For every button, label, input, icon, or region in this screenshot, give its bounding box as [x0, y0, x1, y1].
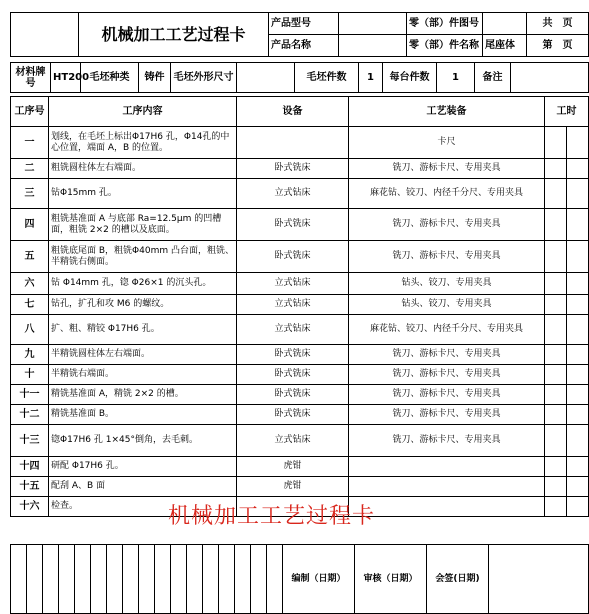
step-content: 粗铣圆柱体左右端面。: [49, 159, 237, 179]
sig-cell: [59, 545, 75, 614]
step-content: 精铣基准面 B。: [49, 405, 237, 425]
step-content: 精铣基准面 A，精铣 2×2 的槽。: [49, 385, 237, 405]
step-hours-b: [567, 477, 589, 497]
step-equipment: 卧式铣床: [237, 385, 349, 405]
step-hours-a: [545, 179, 567, 209]
step-hours-b: [567, 127, 589, 159]
step-tooling: 铣刀、游标卡尺、专用夹具: [349, 345, 545, 365]
step-hours-b: [567, 345, 589, 365]
step-content: 检查。: [49, 497, 237, 517]
table-row: [11, 241, 589, 273]
step-tooling: [349, 457, 545, 477]
sig-cell: [107, 545, 123, 614]
step-equipment: 立式钻床: [237, 295, 349, 315]
step-number: 六: [11, 273, 49, 295]
sig-cell: [187, 545, 203, 614]
red-watermark-title: 机械加工工艺过程卡: [168, 504, 376, 529]
step-tooling: 铣刀、游标卡尺、专用夹具: [349, 385, 545, 405]
step-content: 配刮 A、B 面: [49, 477, 237, 497]
header-table: [10, 12, 589, 57]
step-hours-b: [567, 497, 589, 517]
blank-size-value[interactable]: [237, 63, 295, 93]
remark-label: 备注: [475, 63, 511, 93]
part-no-label: 零（部）件图号: [407, 13, 483, 35]
table-row: [11, 209, 589, 241]
step-equipment: 卧式铣床: [237, 209, 349, 241]
step-number: 八: [11, 315, 49, 345]
step-number: 十一: [11, 385, 49, 405]
step-equipment: [237, 127, 349, 159]
step-tooling: 铣刀、游标卡尺、专用夹具: [349, 425, 545, 457]
card-title: 机械加工工艺过程卡: [79, 13, 269, 57]
step-hours-b: [567, 159, 589, 179]
step-tooling: [349, 477, 545, 497]
product-model-label: 产品型号: [269, 13, 339, 35]
per-piece-value: 1: [437, 63, 475, 93]
remark-value[interactable]: [511, 63, 589, 93]
col-header-equip: 设备: [237, 97, 349, 127]
table-row: [11, 345, 589, 365]
step-hours-a: [545, 159, 567, 179]
step-hours-a: [545, 273, 567, 295]
step-hours-b: [567, 405, 589, 425]
table-row: [11, 159, 589, 179]
step-hours-b: [567, 295, 589, 315]
step-tooling: 麻花钻、铰刀、内径千分尺、专用夹具: [349, 315, 545, 345]
step-number: 十三: [11, 425, 49, 457]
step-number: 十六: [11, 497, 49, 517]
step-equipment: 卧式铣床: [237, 365, 349, 385]
blank-type-value: 铸件: [139, 63, 171, 93]
step-hours-b: [567, 273, 589, 295]
material-value: HT200: [51, 63, 81, 93]
col-header-no: 工序号: [11, 97, 49, 127]
total-pages: 共 页: [527, 13, 589, 35]
part-name-value: 尾座体: [483, 35, 527, 57]
sig-cell: [27, 545, 43, 614]
step-number: 七: [11, 295, 49, 315]
step-hours-a: [545, 425, 567, 457]
material-label: 材料牌号: [11, 63, 51, 93]
step-content: 粗铣基准面 A 与底部 Ra=12.5μm 的凹槽面，粗铣 2×2 的槽以及底面。: [49, 209, 237, 241]
step-hours-a: [545, 477, 567, 497]
blank-type-label: 毛坯种类: [81, 63, 139, 93]
col-header-hours: 工时: [545, 97, 589, 127]
table-row: [11, 405, 589, 425]
sig-cell: [155, 545, 171, 614]
sig-cell: [91, 545, 107, 614]
step-tooling: 卡尺: [349, 127, 545, 159]
step-hours-b: [567, 457, 589, 477]
product-name-label: 产品名称: [269, 35, 339, 57]
table-row: [11, 127, 589, 159]
step-content: 粗铣底尾面 B，粗铣Φ40mm 凸台面，粗铣、半精铣右侧面。: [49, 241, 237, 273]
step-tooling: 铣刀、游标卡尺、专用夹具: [349, 241, 545, 273]
step-hours-a: [545, 345, 567, 365]
step-number: 九: [11, 345, 49, 365]
table-row: [11, 295, 589, 315]
sig-cell: [123, 545, 139, 614]
sig-cell: [75, 545, 91, 614]
step-number: 三: [11, 179, 49, 209]
step-hours-a: [545, 457, 567, 477]
sig-cell: [219, 545, 235, 614]
step-hours-a: [545, 127, 567, 159]
table-row: [11, 315, 589, 345]
page-number: 第 页: [527, 35, 589, 57]
sig-cell: [251, 545, 267, 614]
blank-count-label: 毛坯件数: [295, 63, 359, 93]
step-tooling: 钻头、铰刀、专用夹具: [349, 295, 545, 315]
step-number: 十: [11, 365, 49, 385]
step-equipment: 卧式铣床: [237, 159, 349, 179]
sig-cell: [203, 545, 219, 614]
step-hours-a: [545, 209, 567, 241]
step-content: 半精铣圆柱体左右端面。: [49, 345, 237, 365]
step-tooling: 铣刀、游标卡尺、专用夹具: [349, 209, 545, 241]
col-header-tooling: 工艺装备: [349, 97, 545, 127]
step-hours-b: [567, 385, 589, 405]
step-number: 十四: [11, 457, 49, 477]
step-hours-b: [567, 209, 589, 241]
part-name-label: 零（部）件名称: [407, 35, 483, 57]
step-tooling: 铣刀、游标卡尺、专用夹具: [349, 159, 545, 179]
step-equipment: 虎钳: [237, 457, 349, 477]
table-row: [11, 457, 589, 477]
table-row: [11, 385, 589, 405]
step-hours-a: [545, 295, 567, 315]
col-header-content: 工序内容: [49, 97, 237, 127]
step-hours-b: [567, 179, 589, 209]
step-tooling: 麻花钻、铰刀、内径千分尺、专用夹具: [349, 179, 545, 209]
step-hours-b: [567, 315, 589, 345]
table-row: [11, 179, 589, 209]
step-tooling: [349, 497, 545, 517]
step-hours-a: [545, 385, 567, 405]
review-label: 审核（日期）: [355, 545, 427, 614]
step-number: 二: [11, 159, 49, 179]
product-model-value[interactable]: [339, 13, 407, 35]
step-tooling: 铣刀、游标卡尺、专用夹具: [349, 405, 545, 425]
step-equipment: 卧式铣床: [237, 345, 349, 365]
step-equipment: 卧式铣床: [237, 405, 349, 425]
step-content: 锪Φ17H6 孔 1×45°倒角，去毛刺。: [49, 425, 237, 457]
step-equipment: 虎钳: [237, 477, 349, 497]
step-hours-b: [567, 241, 589, 273]
step-content: 划线，在毛坯上标出Φ17H6 孔，Φ14孔的中心位置，端面 A，B 的位置。: [49, 127, 237, 159]
step-hours-a: [545, 365, 567, 385]
step-number: 一: [11, 127, 49, 159]
table-row: [11, 477, 589, 497]
blank-cell: [11, 13, 79, 57]
step-number: 四: [11, 209, 49, 241]
step-hours-b: [567, 425, 589, 457]
step-number: 十五: [11, 477, 49, 497]
step-hours-b: [567, 365, 589, 385]
sig-cell: [11, 545, 27, 614]
sig-cell: [43, 545, 59, 614]
step-equipment: 立式钻床: [237, 273, 349, 295]
step-equipment: 立式钻床: [237, 425, 349, 457]
sig-cell: [267, 545, 283, 614]
blank-size-label: 毛坯外形尺寸: [171, 63, 237, 93]
step-content: 研配 Φ17H6 孔。: [49, 457, 237, 477]
step-content: 扩、粗、精铰 Φ17H6 孔。: [49, 315, 237, 345]
material-table: [10, 62, 589, 93]
step-content: 半精铣右端面。: [49, 365, 237, 385]
step-hours-a: [545, 497, 567, 517]
step-hours-a: [545, 315, 567, 345]
product-name-value[interactable]: [339, 35, 407, 57]
sig-cell: [139, 545, 155, 614]
signature-table: [10, 544, 589, 614]
sign-label: 会签(日期): [427, 545, 489, 614]
step-hours-a: [545, 405, 567, 425]
step-content: 钻 Φ14mm 孔，锪 Φ26×1 的沉头孔。: [49, 273, 237, 295]
step-content: 钻Φ15mm 孔。: [49, 179, 237, 209]
step-equipment: 卧式铣床: [237, 241, 349, 273]
step-number: 五: [11, 241, 49, 273]
table-row: [11, 273, 589, 295]
table-row: [11, 425, 589, 457]
sig-cell: [235, 545, 251, 614]
step-content: 钻孔，扩孔和攻 M6 的螺纹。: [49, 295, 237, 315]
part-no-value[interactable]: [483, 13, 527, 35]
step-equipment: 立式钻床: [237, 315, 349, 345]
blank-count-value: 1: [359, 63, 383, 93]
per-piece-label: 每台件数: [383, 63, 437, 93]
step-tooling: 铣刀、游标卡尺、专用夹具: [349, 365, 545, 385]
table-row: [11, 365, 589, 385]
step-number: 十二: [11, 405, 49, 425]
sig-cell: [171, 545, 187, 614]
compile-label: 编制（日期）: [283, 545, 355, 614]
sig-blank: [489, 545, 589, 614]
step-hours-a: [545, 241, 567, 273]
step-tooling: 钻头、铰刀、专用夹具: [349, 273, 545, 295]
step-equipment: 立式钻床: [237, 179, 349, 209]
process-table: [10, 96, 589, 517]
